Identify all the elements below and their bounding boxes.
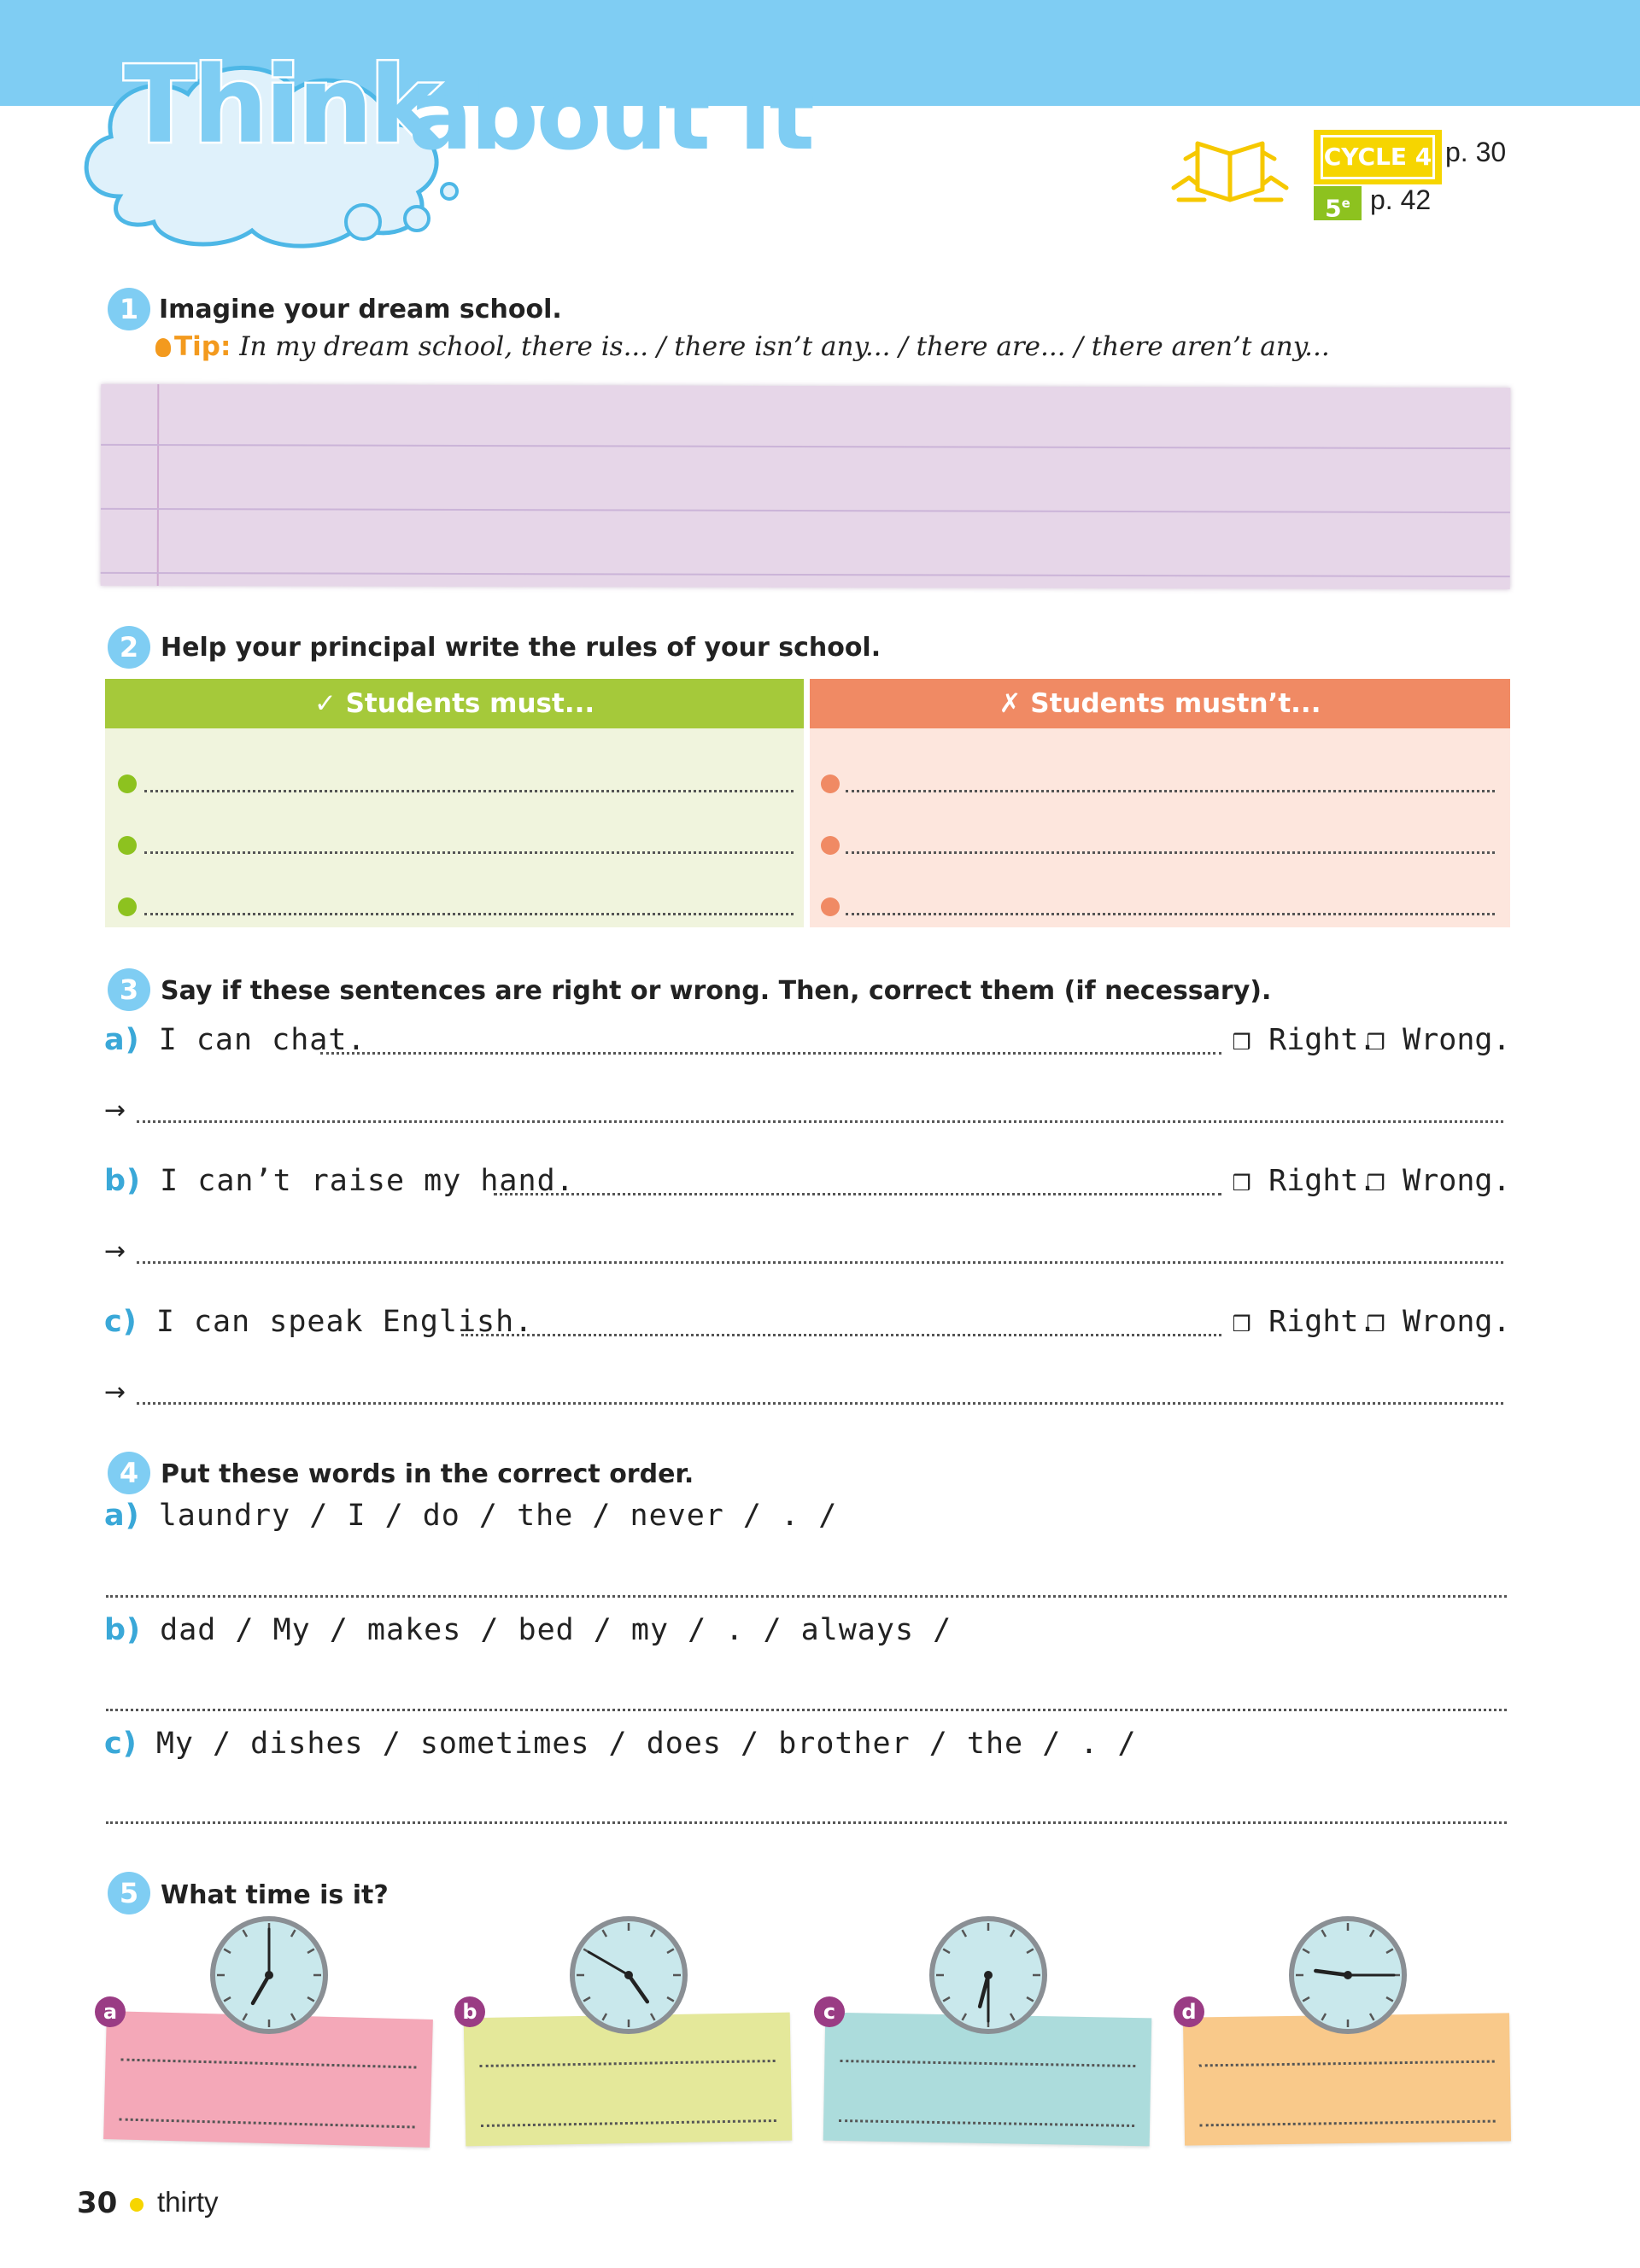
exercise-2-instruction: Help your principal write the rules of your school.: [161, 633, 882, 663]
time-answer-line[interactable]: [839, 2119, 1134, 2127]
exercise-3c-correction-line[interactable]: [137, 1402, 1503, 1405]
check-icon: ✓: [313, 688, 337, 719]
dream-school-writing-area[interactable]: [101, 384, 1511, 589]
time-answer-line[interactable]: [120, 2118, 415, 2128]
green-bullet: [118, 836, 137, 855]
must-answer-line-1[interactable]: [144, 790, 794, 792]
exercise-3b-correction-line[interactable]: [137, 1261, 1503, 1264]
time-answer-line[interactable]: [480, 2060, 776, 2067]
time-answer-line[interactable]: [1200, 2120, 1496, 2127]
paper-line: [101, 572, 1510, 577]
exercise-3a-wrong-checkbox[interactable]: ❒ Wrong.: [1367, 1023, 1511, 1057]
exercise-2-number: 2: [108, 626, 150, 669]
exercise-3-instruction: Say if these sentences are right or wrong. Then, correct them (if necessary).: [161, 976, 1272, 1006]
grade-badge: 5e: [1314, 186, 1362, 220]
grade-page-ref: p. 42: [1370, 184, 1432, 215]
clock-letter-badge: c: [814, 1996, 845, 2027]
exercise-3a-right-checkbox[interactable]: ❒ Right.: [1233, 1023, 1377, 1057]
exercise-3b-right-checkbox[interactable]: ❒ Right.: [1233, 1164, 1377, 1198]
clock-icon: [205, 1911, 333, 2039]
exercise-3a-dots: [320, 1052, 1221, 1055]
clock-center: [984, 1971, 993, 1979]
paper-line: [101, 508, 1510, 513]
mustnt-answer-line-2[interactable]: [846, 851, 1495, 854]
green-bullet: [118, 775, 137, 793]
arrow-icon: →: [104, 1096, 126, 1125]
exercise-1-instruction: Imagine your dream school.: [159, 295, 562, 324]
orange-bullet: [821, 897, 840, 916]
time-answer-line[interactable]: [481, 2119, 776, 2127]
exercise-3b-wrong-checkbox[interactable]: ❒ Wrong.: [1367, 1164, 1511, 1198]
exercise-4b-words: b) dad / My / makes / bed / my / . / always /: [104, 1613, 952, 1647]
clock-letter-badge: a: [95, 1996, 126, 2027]
exercise-4a-words: a) laundry / I / do / the / never / . /: [104, 1499, 838, 1533]
lightbulb-icon: [155, 338, 171, 357]
clock-center: [1344, 1971, 1352, 1979]
page-title-about: about it: [408, 61, 812, 172]
paper-line: [101, 444, 1510, 449]
page-title-think: Think: [124, 44, 437, 167]
mustnt-column-header: ✗ Students mustn’t...: [810, 679, 1510, 728]
mustnt-answer-line-3[interactable]: [846, 913, 1495, 915]
exercise-4-number: 4: [108, 1452, 150, 1494]
cross-icon: ✗: [999, 688, 1022, 719]
clock-icon: [565, 1911, 693, 2039]
clock-letter-badge: b: [454, 1996, 485, 2027]
clock-icon: [924, 1911, 1052, 2039]
exercise-3b-dots: [494, 1193, 1221, 1195]
mustnt-answer-line-1[interactable]: [846, 790, 1495, 792]
must-answer-line-3[interactable]: [144, 913, 794, 915]
must-answer-line-2[interactable]: [144, 851, 794, 854]
exercise-4-instruction: Put these words in the correct order.: [161, 1459, 694, 1489]
exercise-4c-words: c) My / dishes / sometimes / does / brother / the / . /: [104, 1727, 1137, 1761]
page-number-word: thirty: [157, 2186, 219, 2218]
book-reading-icon: [1170, 137, 1290, 205]
orange-bullet: [821, 775, 840, 793]
mustnt-column: [810, 728, 1510, 927]
exercise-3c-wrong-checkbox[interactable]: ❒ Wrong.: [1367, 1305, 1511, 1339]
exercise-3c-sentence: c) I can speak English.: [104, 1305, 534, 1339]
must-column: [105, 728, 804, 927]
exercise-1-number: 1: [108, 288, 150, 330]
exercise-5-number: 5: [108, 1872, 150, 1914]
time-answer-line[interactable]: [121, 2058, 417, 2068]
green-bullet: [118, 897, 137, 916]
footer-dot: [130, 2198, 144, 2212]
page-number: 30: [77, 2186, 118, 2220]
exercise-1-tip: Tip: In my dream school, there is... / there isn’t any... / there are... / there aren’t any...: [155, 331, 1330, 362]
arrow-icon: →: [104, 1377, 126, 1407]
exercise-4c-answer-line[interactable]: [106, 1821, 1507, 1824]
cycle-badge: CYCLE 4: [1314, 130, 1442, 184]
arrow-icon: →: [104, 1236, 126, 1266]
orange-bullet: [821, 836, 840, 855]
time-answer-line[interactable]: [1199, 2060, 1495, 2067]
exercise-4b-answer-line[interactable]: [106, 1709, 1507, 1711]
clock-letter-badge: d: [1174, 1996, 1204, 2027]
exercise-3c-right-checkbox[interactable]: ❒ Right.: [1233, 1305, 1377, 1339]
exercise-3b-sentence: b) I can’t raise my hand.: [104, 1164, 575, 1198]
must-column-header: ✓ Students must...: [105, 679, 804, 728]
clock-center: [265, 1971, 273, 1979]
clock-icon: [1284, 1911, 1412, 2039]
clock-center: [624, 1971, 633, 1979]
cycle-page-ref: p. 30: [1445, 137, 1507, 167]
exercise-3c-dots: [461, 1334, 1221, 1336]
time-answer-line[interactable]: [840, 2060, 1135, 2067]
exercise-3a-sentence: a) I can chat.: [104, 1023, 366, 1057]
exercise-4a-answer-line[interactable]: [106, 1595, 1507, 1598]
exercise-3-number: 3: [108, 968, 150, 1011]
paper-margin-line: [157, 384, 160, 586]
exercise-5-instruction: What time is it?: [161, 1880, 389, 1910]
exercise-3a-correction-line[interactable]: [137, 1120, 1503, 1123]
